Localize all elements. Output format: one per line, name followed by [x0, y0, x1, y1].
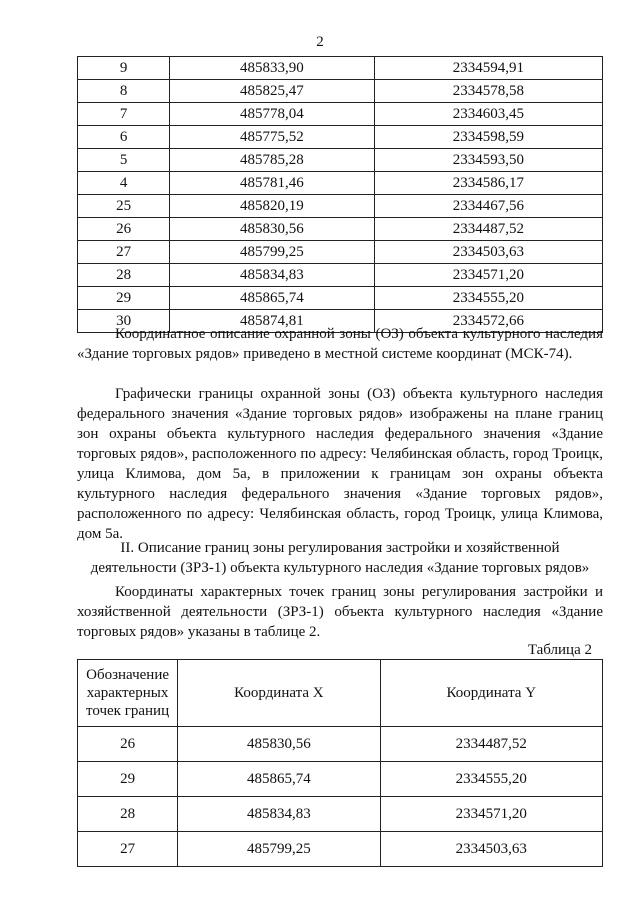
header-point-designation: [78, 660, 178, 727]
point-number-cell: 6: [78, 126, 170, 149]
table-row: [78, 762, 603, 797]
paragraph-coordinate-description: Координатное описание охранной зоны (ОЗ) объекта культурного наследия «Здание торговых рядов» приведено в местной системе координат (МСК-74).: [77, 326, 603, 362]
coordinate-y-cell: 2334503,63: [374, 241, 602, 264]
point-number-cell: 27: [78, 241, 170, 264]
point-number-cell: 5: [78, 149, 170, 172]
point-number-cell: 26: [78, 727, 178, 762]
table-row: [78, 103, 603, 126]
coordinate-y-cell: 2334571,20: [374, 264, 602, 287]
coordinate-x-cell: 485785,28: [170, 149, 374, 172]
point-number-cell: 7: [78, 103, 170, 126]
coordinate-y-cell: 2334578,58: [374, 80, 602, 103]
coordinate-x-cell: 485778,04: [170, 103, 374, 126]
coordinate-y-cell: 2334594,91: [374, 57, 602, 80]
coordinate-y-cell: 2334571,20: [380, 797, 602, 832]
coordinate-x-cell: 485830,56: [178, 727, 380, 762]
coordinate-y-cell: 2334555,20: [374, 287, 602, 310]
table-2-header-row: [78, 660, 603, 727]
coordinate-x-cell: 485834,83: [170, 264, 374, 287]
coordinate-y-cell: 2334603,45: [374, 103, 602, 126]
paragraph-table2-intro: Координаты характерных точек границ зоны регулирования застройки и хозяйственной деятельности (ЗРЗ-1) объекта культурного наследия «Здание торговых рядов» указаны в таблице 2.: [77, 584, 603, 640]
point-number-cell: 28: [78, 264, 170, 287]
page-number: 2: [316, 34, 324, 50]
table-row: [78, 241, 603, 264]
coordinate-x-cell: 485833,90: [170, 57, 374, 80]
header-point-line-1: Обозначение: [86, 667, 169, 683]
table-row: [78, 126, 603, 149]
coordinate-x-cell: 485775,52: [170, 126, 374, 149]
point-number-cell: 30: [78, 310, 170, 333]
coordinate-y-cell: 2334503,63: [380, 832, 602, 867]
coordinate-x-cell: 485830,56: [170, 218, 374, 241]
coordinate-x-cell: 485799,25: [170, 241, 374, 264]
paragraph-graphic-boundaries: Графически границы охранной зоны (ОЗ) объекта культурного наследия федерального значения «Здание торговых рядов» изображены на плане границ зон охраны объекта культурного наследия федерального значения «Здание торговых рядов», расположенного по адресу: Челябинская область, город Троицк, улица Климова, дом 5а, в приложении к границам зон охраны объекта культурного наследия федерального значения «Здание торговых рядов», расположенного по адресу: Челябинская область, город Троицк, улица Климова, дом 5а.: [77, 386, 603, 542]
point-number-cell: 4: [78, 172, 170, 195]
table-row: [78, 264, 603, 287]
coordinate-y-cell: 2334487,52: [374, 218, 602, 241]
table-row: [78, 172, 603, 195]
point-number-cell: 28: [78, 797, 178, 832]
table-row: [78, 57, 603, 80]
table-row: [78, 195, 603, 218]
point-number-cell: 27: [78, 832, 178, 867]
coordinate-y-cell: 2334467,56: [374, 195, 602, 218]
point-number-cell: 25: [78, 195, 170, 218]
coordinate-y-cell: 2334487,52: [380, 727, 602, 762]
coordinate-y-cell: 2334555,20: [380, 762, 602, 797]
point-number-cell: 8: [78, 80, 170, 103]
table-row: [78, 832, 603, 867]
coordinate-x-cell: 485799,25: [178, 832, 380, 867]
coordinate-x-cell: 485834,83: [178, 797, 380, 832]
table-row: [78, 727, 603, 762]
coordinate-x-cell: 485865,74: [178, 762, 380, 797]
header-coordinate-x: Координата X: [178, 660, 380, 727]
coordinate-x-cell: 485820,19: [170, 195, 374, 218]
table-row: [78, 149, 603, 172]
coordinate-y-cell: 2334593,50: [374, 149, 602, 172]
coordinate-y-cell: 2334598,59: [374, 126, 602, 149]
coordinates-table-1: [77, 56, 603, 333]
section-heading-line-1: II. Описание границ зоны регулирования застройки и хозяйственной: [120, 540, 560, 556]
table-row: [78, 287, 603, 310]
point-number-cell: 29: [78, 762, 178, 797]
header-coordinate-y: Координата Y: [380, 660, 602, 727]
coordinates-table-2-body: [78, 727, 603, 867]
coordinates-table-2: [77, 659, 603, 867]
table-row: [78, 80, 603, 103]
header-point-line-2: характерных: [86, 685, 169, 701]
coordinate-y-cell: 2334572,66: [374, 310, 602, 333]
table-row: [78, 797, 603, 832]
point-number-cell: 26: [78, 218, 170, 241]
table-2-caption: Таблица 2: [527, 642, 592, 658]
coordinate-x-cell: 485874,81: [170, 310, 374, 333]
point-number-cell: 9: [78, 57, 170, 80]
header-point-line-3: точек границ: [86, 703, 170, 719]
point-number-cell: 29: [78, 287, 170, 310]
coordinate-y-cell: 2334586,17: [374, 172, 602, 195]
section-heading: [77, 538, 603, 578]
section-heading-line-2: деятельности (ЗРЗ-1) объекта культурного наследия «Здание торговых рядов»: [90, 560, 590, 576]
coordinate-x-cell: 485865,74: [170, 287, 374, 310]
coordinates-table-1-body: [78, 57, 603, 333]
coordinate-x-cell: 485825,47: [170, 80, 374, 103]
table-row: [78, 218, 603, 241]
coordinate-x-cell: 485781,46: [170, 172, 374, 195]
